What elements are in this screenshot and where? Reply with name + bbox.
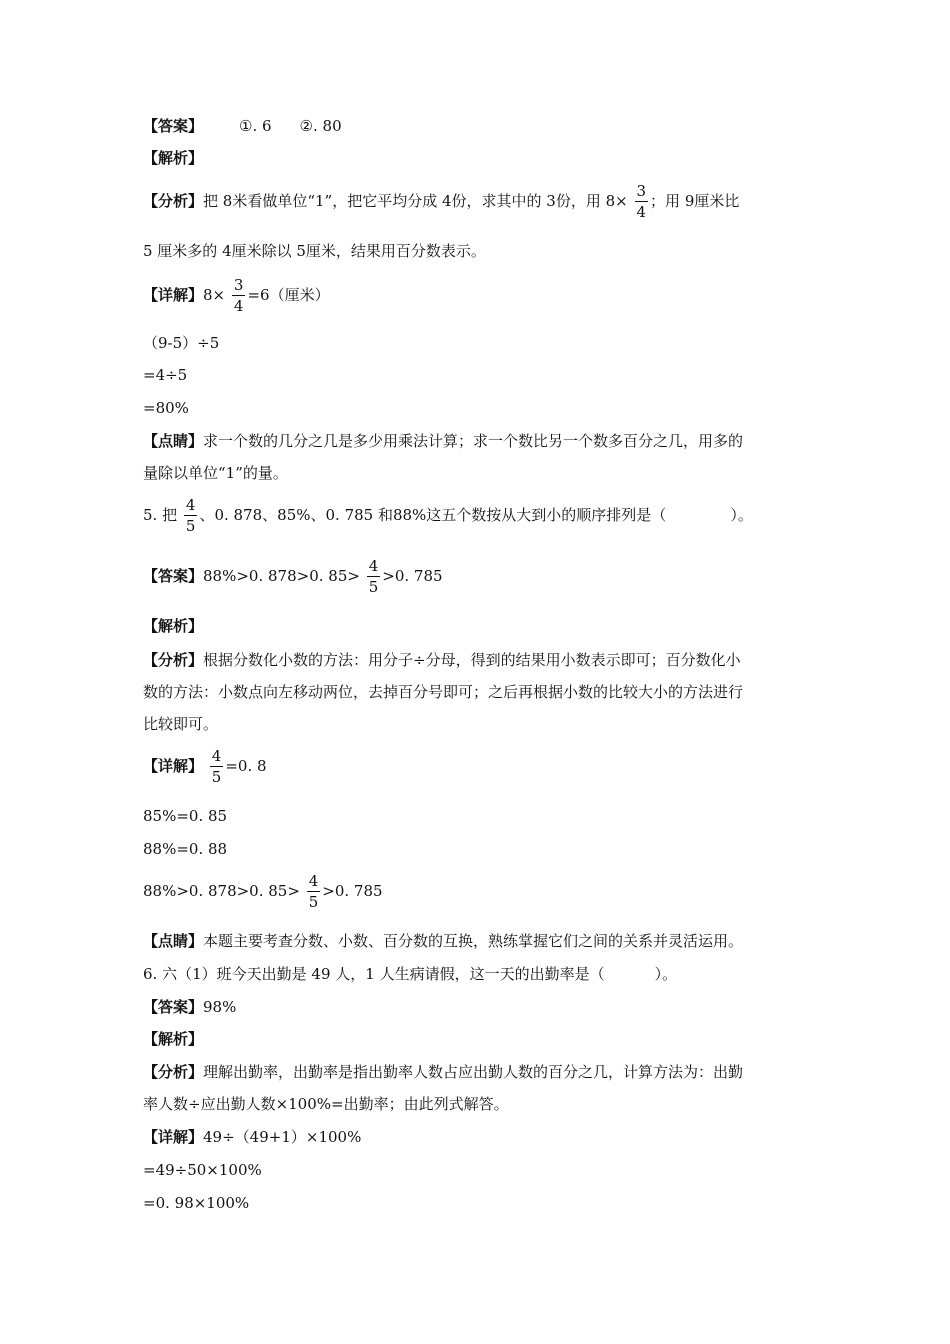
q4-comment-line-1: 【点睛】求一个数的几分之几是多少用乘法计算；求一个数比另一个数多百分之几，用多的 bbox=[143, 432, 744, 450]
q4-fenxi-line-2: 5 厘米多的 4厘米除以 5厘米，结果用百分数表示。 bbox=[143, 242, 486, 260]
q5-comment-line: 【点睛】本题主要考查分数、小数、百分数的互换，熟练掌握它们之间的关系并灵活运用。 bbox=[143, 932, 744, 950]
answer-label: 【答案】 bbox=[143, 117, 204, 135]
detail-label: 【详解】 bbox=[143, 286, 204, 304]
q6-analysis-label: 【解析】 bbox=[143, 1030, 204, 1048]
q6-step-2: =0. 98×100% bbox=[143, 1194, 250, 1212]
q4-comment-line-2: 量除以单位“1”的量。 bbox=[143, 464, 288, 482]
q5-step-2: 88%=0. 88 bbox=[143, 840, 228, 858]
q5-fenxi-line-2: 数的方法：小数点向左移动两位，去掉百分号即可；之后再根据小数的比较大小的方法进行 bbox=[143, 683, 744, 701]
q6-stem: 6. 六（1）班今天出勤是 49 人，1 人生病请假，这一天的出勤率是（ ）。 bbox=[143, 965, 678, 983]
q6-fenxi-line-2: 率人数÷应出勤人数×100%=出勤率；由此列式解答。 bbox=[143, 1095, 509, 1113]
q4-answer-2: ②. 80 bbox=[299, 117, 342, 135]
q5-number: 5. bbox=[143, 506, 158, 524]
q4-step-2: =4÷5 bbox=[143, 366, 188, 384]
comment-label: 【点睛】 bbox=[143, 432, 204, 450]
q4-detail-line: 【详解】8× $\frac{3}{4}$ =6（厘米） bbox=[143, 276, 330, 315]
q5-analysis-label: 【解析】 bbox=[143, 617, 204, 635]
q4-fenxi-text-b: ；用 9厘米比 bbox=[650, 192, 740, 210]
q5-detail-line: 【详解】 $\frac{4}{5}$ =0. 8 bbox=[143, 747, 267, 786]
q5-stem: 5. 把 $\frac{4}{5}$ 、0. 878、85%、0. 785 和88%这五个数按从大到小的顺序排列是（ ）。 bbox=[143, 496, 753, 535]
q5-step-3: 88%>0. 878>0. 85> $\frac{4}{5}$ >0. 785 bbox=[143, 872, 383, 911]
q4-answer-1: ①. 6 bbox=[239, 117, 272, 135]
q4-fenxi-text-a: 把 8米看做单位“1”，把它平均分成 4份，求其中的 3份，用 8× bbox=[203, 192, 628, 210]
q5-step3-fraction: $\frac{4}{5}$ bbox=[308, 872, 319, 911]
q5-step-1: 85%=0. 85 bbox=[143, 807, 228, 825]
q4-fraction-3-4: $\frac{3}{4}$ bbox=[636, 182, 647, 221]
q6-fenxi-line-1: 【分析】理解出勤率，出勤率是指出勤率人数占应出勤人数的百分之几，计算方法为：出勤 bbox=[143, 1063, 744, 1081]
q6-number: 6. bbox=[143, 965, 158, 983]
q5-fenxi-line-1: 【分析】根据分数化小数的方法：用分子÷分母，得到的结果用小数表示即可；百分数化小 bbox=[143, 651, 741, 669]
q6-step-1: =49÷50×100% bbox=[143, 1161, 262, 1179]
q5-detail-fraction: $\frac{4}{5}$ bbox=[211, 747, 222, 786]
q6-answer-line: 【答案】98% bbox=[143, 998, 237, 1016]
q5-fenxi-line-3: 比较即可。 bbox=[143, 715, 219, 733]
fenxi-label: 【分析】 bbox=[143, 192, 204, 210]
q5-answer-fraction: $\frac{4}{5}$ bbox=[368, 557, 379, 596]
q4-step-3: =80% bbox=[143, 399, 189, 417]
q4-step-1: （9-5）÷5 bbox=[143, 334, 220, 352]
q5-fraction-4-5: $\frac{4}{5}$ bbox=[185, 496, 196, 535]
q4-answer-line bbox=[143, 116, 342, 136]
q4-detail-fraction: $\frac{3}{4}$ bbox=[233, 276, 244, 315]
q6-detail-line: 【详解】49÷（49+1）×100% bbox=[143, 1128, 362, 1146]
analysis-label: 【解析】 bbox=[143, 149, 204, 167]
q4-fenxi-line-1 bbox=[143, 184, 739, 220]
q5-answer-line: 【答案】88%>0. 878>0. 85> $\frac{4}{5}$ >0. 785 bbox=[143, 557, 443, 596]
